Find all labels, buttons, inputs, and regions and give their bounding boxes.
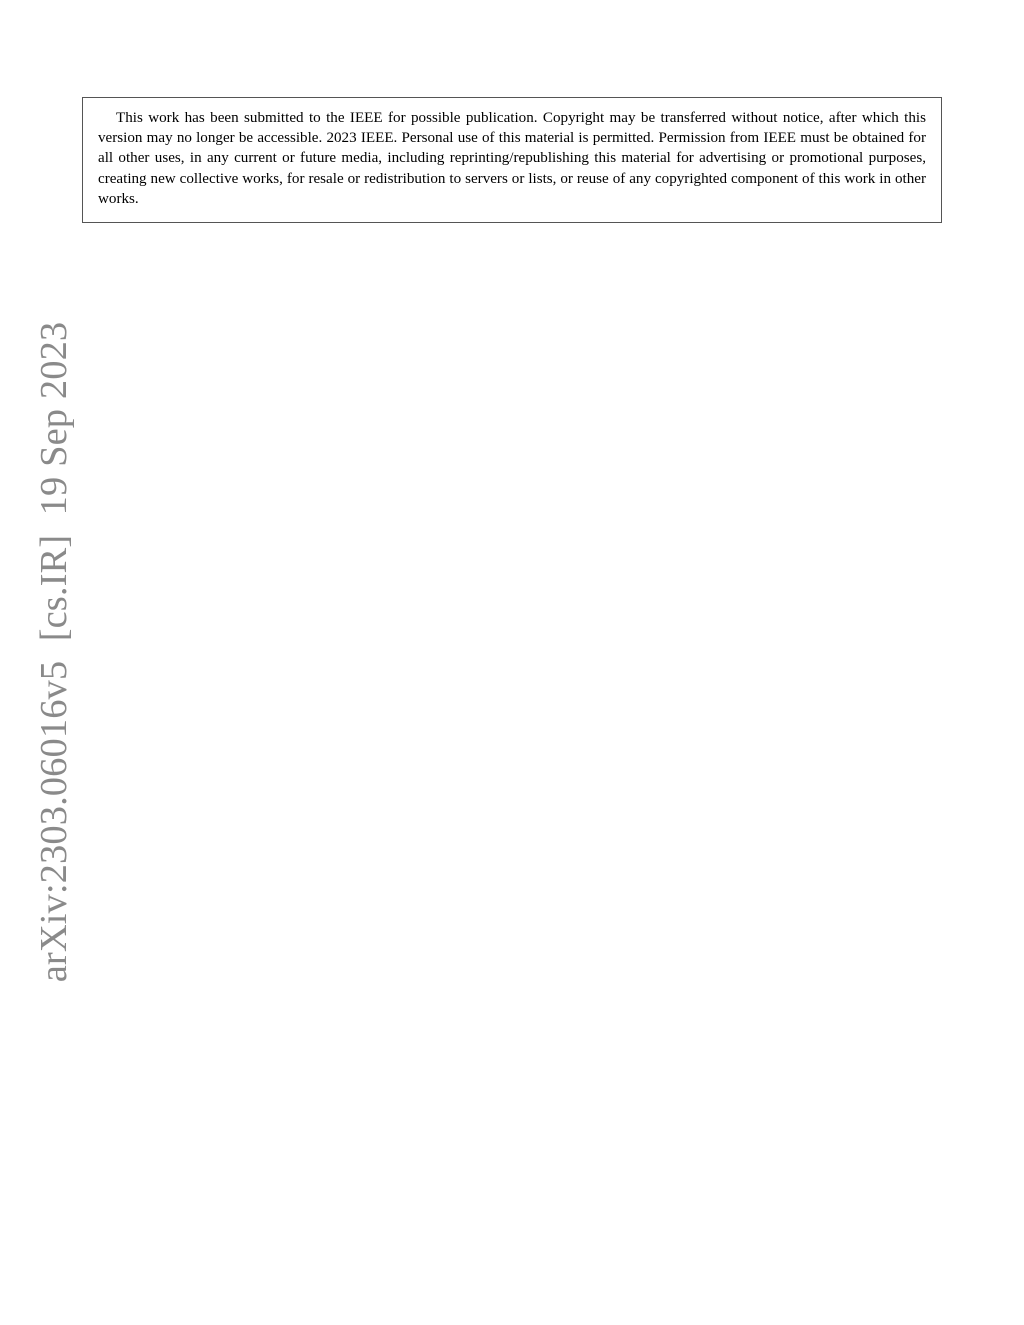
copyright-notice-text: This work has been submitted to the IEEE for possible publication. Copyright may be transferred without notice, after which this version may no longer be accessible. 2023 IEEE. Personal use of this material is permitted. Permission from IEEE must be obtained for all other uses, in any current or future media, including reprinting/republishing this material for advertising or promotional purposes, creating new collective works, for resale or redistribution to servers or lists, or reuse of any copyrighted component of this work in other works. [98, 110, 926, 207]
copyright-notice-box [82, 97, 942, 223]
arxiv-identifier-stamp: arXiv:2303.06016v5 [cs.IR] 19 Sep 2023 [32, 321, 75, 983]
